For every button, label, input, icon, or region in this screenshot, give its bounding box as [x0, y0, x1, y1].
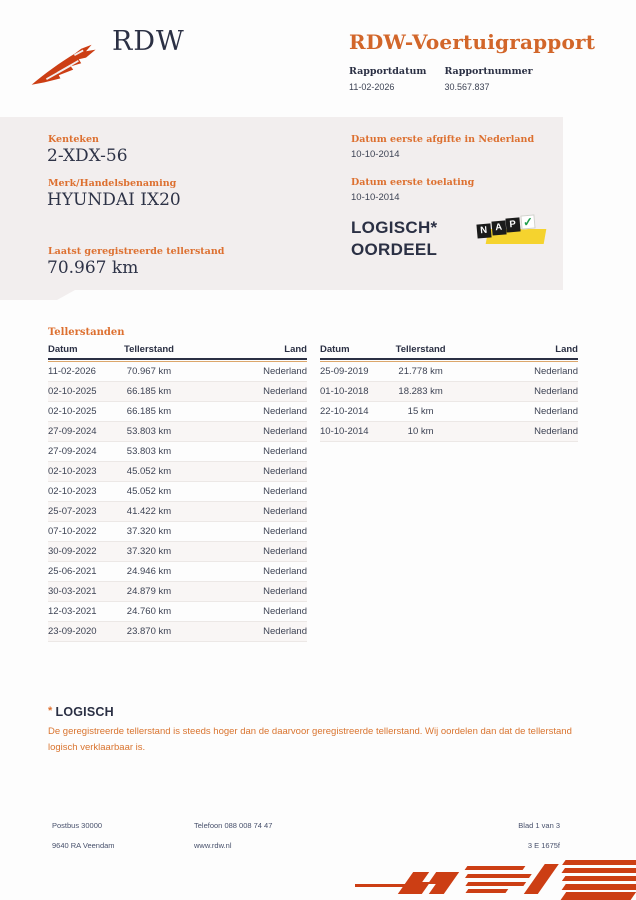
col-header-tellerstand: Tellerstand — [115, 342, 182, 359]
table-body-left — [48, 361, 307, 641]
table-row — [320, 361, 578, 381]
footer-page-number: Blad 1 van 3 — [518, 821, 560, 830]
footer-contact — [194, 816, 272, 856]
nap-letter-n: N — [476, 223, 491, 238]
footer-website: www.rdw.nl — [194, 841, 232, 850]
table-cell: 11-02-2026 — [48, 361, 115, 381]
laatste-tellerstand-value: 70.967 km — [47, 258, 139, 278]
table-cell: 24.879 km — [115, 581, 182, 601]
nap-check-icon: ✓ — [521, 214, 534, 230]
table-cell: 10-10-2014 — [320, 421, 387, 441]
col-header-datum: Datum — [320, 342, 387, 359]
rapportdatum-label: Rapportdatum — [349, 66, 427, 77]
table-cell: 02-10-2025 — [48, 381, 115, 401]
logisch-note-title — [48, 705, 114, 719]
page-title: RDW-Voertuigrapport — [349, 30, 596, 54]
nap-letter-a: A — [491, 220, 506, 235]
table-cell: Nederland — [183, 621, 307, 641]
rapportdatum-field — [349, 66, 426, 92]
table-body-right — [320, 361, 578, 441]
table-cell: Nederland — [183, 421, 307, 441]
table-cell: 23.870 km — [115, 621, 182, 641]
table-cell: Nederland — [183, 361, 307, 381]
rapportdatum-value: 11-02-2026 — [349, 82, 395, 92]
table-cell: 01-10-2018 — [320, 381, 387, 401]
footer-address-line2: 9640 RA Veendam — [52, 841, 115, 850]
table-cell: Nederland — [183, 561, 307, 581]
tellerstanden-section-title: Tellerstanden — [48, 327, 125, 338]
table-cell: 27-09-2024 — [48, 421, 115, 441]
table-cell: 24.946 km — [115, 561, 182, 581]
table-cell: 21.778 km — [387, 361, 454, 381]
toelating-label: Datum eerste toelating — [351, 177, 475, 188]
oordeel-line2: OORDEEL — [351, 240, 438, 259]
table-cell: 66.185 km — [115, 381, 182, 401]
table-row — [48, 601, 307, 621]
table-cell: 37.320 km — [115, 541, 182, 561]
col-header-tellerstand: Tellerstand — [387, 342, 454, 359]
table-row — [48, 361, 307, 381]
table-cell: 24.760 km — [115, 601, 182, 621]
table-cell: Nederland — [183, 481, 307, 501]
nap-logo — [477, 215, 549, 251]
table-row — [48, 461, 307, 481]
table-row — [48, 481, 307, 501]
table-cell: 41.422 km — [115, 501, 182, 521]
col-header-land: Land — [454, 342, 578, 359]
table-cell: 10 km — [387, 421, 454, 441]
logisch-note-body: De geregistreerde tellerstand is steeds hoger dan de daarvoor geregistreerde tellerstand. Wij oordelen dan dat de tellerstand logisch verklaarbaar is. — [48, 726, 572, 754]
table-cell: 70.967 km — [115, 361, 182, 381]
asterisk-marker: * — [48, 705, 53, 717]
kenteken-value: 2-XDX-56 — [47, 146, 128, 166]
table-cell: 22-10-2014 — [320, 401, 387, 421]
table-cell: 15 km — [387, 401, 454, 421]
table-cell: 02-10-2023 — [48, 481, 115, 501]
rdw-logo-text: RDW — [112, 26, 185, 57]
table-cell: Nederland — [454, 361, 578, 381]
report-meta — [349, 66, 533, 92]
table-cell: 23-09-2020 — [48, 621, 115, 641]
table-cell: Nederland — [183, 441, 307, 461]
footer-page-info — [518, 816, 560, 856]
rdw-wing-icon — [30, 40, 110, 88]
table-cell: 12-03-2021 — [48, 601, 115, 621]
table-cell: 25-07-2023 — [48, 501, 115, 521]
table-cell: 30-03-2021 — [48, 581, 115, 601]
table-row — [48, 521, 307, 541]
table-row — [320, 401, 578, 421]
table-row — [320, 381, 578, 401]
table-cell: 25-06-2021 — [48, 561, 115, 581]
table-row — [48, 581, 307, 601]
tellerstanden-table-right — [320, 342, 578, 442]
table-cell: 25-09-2019 — [320, 361, 387, 381]
table-row — [48, 561, 307, 581]
table-row — [48, 441, 307, 461]
rdw-footer-graphic — [355, 858, 636, 900]
table-header-row — [48, 342, 307, 359]
table-cell: Nederland — [454, 401, 578, 421]
afgifte-label: Datum eerste afgifte in Nederland — [351, 134, 535, 145]
table-cell: 45.052 km — [115, 481, 182, 501]
table-cell: Nederland — [183, 381, 307, 401]
footer-address-line1: Postbus 30000 — [52, 821, 103, 830]
table-cell: Nederland — [183, 541, 307, 561]
table-row — [48, 421, 307, 441]
merk-label: Merk/Handelsbenaming — [48, 178, 177, 189]
col-header-datum: Datum — [48, 342, 115, 359]
table-cell: Nederland — [183, 521, 307, 541]
table-cell: Nederland — [454, 421, 578, 441]
tellerstanden-table-left — [48, 342, 307, 642]
toelating-value: 10-10-2014 — [351, 192, 400, 203]
table-row — [320, 421, 578, 441]
rapportnummer-value: 30.567.837 — [444, 82, 490, 92]
table-cell: 18.283 km — [387, 381, 454, 401]
table-cell: 53.803 km — [115, 421, 182, 441]
table-cell: 66.185 km — [115, 401, 182, 421]
nap-letter-p: P — [505, 217, 520, 232]
table-cell: 02-10-2023 — [48, 461, 115, 481]
table-row — [48, 501, 307, 521]
table-row — [48, 621, 307, 641]
logisch-note-title-text: LOGISCH — [55, 705, 114, 719]
table-cell: 02-10-2025 — [48, 401, 115, 421]
rapportnummer-label: Rapportnummer — [444, 66, 533, 77]
table-cell: Nederland — [183, 501, 307, 521]
table-cell: Nederland — [183, 581, 307, 601]
table-cell: Nederland — [454, 381, 578, 401]
laatste-tellerstand-label: Laatst geregistreerde tellerstand — [48, 246, 225, 257]
kenteken-label: Kenteken — [48, 134, 99, 145]
table-cell: Nederland — [183, 401, 307, 421]
footer-doc-code: 3 E 1675f — [527, 841, 560, 850]
table-row — [48, 381, 307, 401]
table-row — [48, 541, 307, 561]
oordeel-line1: LOGISCH* — [351, 218, 438, 237]
merk-value: HYUNDAI IX20 — [47, 190, 181, 210]
table-cell: 27-09-2024 — [48, 441, 115, 461]
table-cell: Nederland — [183, 601, 307, 621]
table-row — [48, 401, 307, 421]
table-cell: 30-09-2022 — [48, 541, 115, 561]
table-cell: Nederland — [183, 461, 307, 481]
table-cell: 53.803 km — [115, 441, 182, 461]
footer-address — [52, 816, 115, 856]
table-cell: 45.052 km — [115, 461, 182, 481]
table-header-row — [320, 342, 578, 359]
table-cell: 37.320 km — [115, 521, 182, 541]
afgifte-value: 10-10-2014 — [351, 149, 400, 160]
logisch-oordeel-badge — [351, 217, 437, 261]
col-header-land: Land — [183, 342, 307, 359]
table-cell: 07-10-2022 — [48, 521, 115, 541]
footer-phone: Telefoon 088 008 74 47 — [194, 821, 273, 830]
rapportnummer-field — [444, 66, 532, 92]
